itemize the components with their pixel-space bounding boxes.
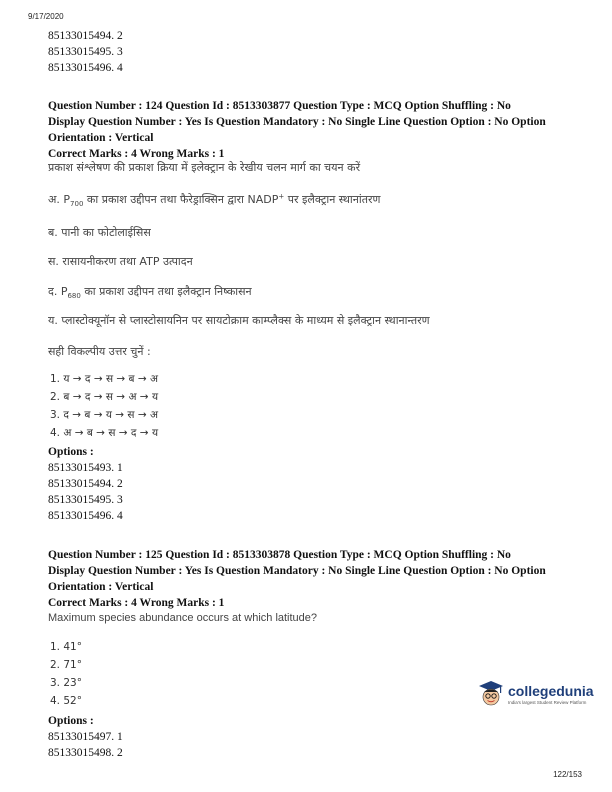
option-item: 85133015496. 4 bbox=[48, 62, 123, 74]
q125-choices bbox=[50, 638, 82, 710]
choice-item: 2. 71° bbox=[50, 659, 82, 671]
q124-instruction: सही विकल्पीय उत्तर चुनें : bbox=[48, 345, 151, 358]
page-number: 122/153 bbox=[553, 770, 582, 779]
option-item: 85133015496. 4 bbox=[48, 510, 123, 522]
q125-head-line2: Display Question Number : Yes Is Question Mandatory : No Single Line Question Option : No Option bbox=[48, 565, 546, 577]
q124-question-text: प्रकाश संश्लेषण की प्रकाश क्रिया में इलेक्ट्रान के रेखीय चलन मार्ग का चयन करें bbox=[48, 161, 361, 174]
q125-head-line1: Question Number : 125 Question Id : 8513303878 Question Type : MCQ Option Shuffling : No bbox=[48, 549, 511, 561]
graduate-mascot-icon bbox=[478, 680, 504, 708]
option-item: 85133015495. 3 bbox=[48, 46, 123, 58]
question-125-header bbox=[48, 547, 578, 611]
q124-statement-a: अ. $P_{700}$ का प्रकाश उद्दीपन तथा फैरेड्राक्सिन द्वारा NADP+ पर इलैक्ट्रान स्थानांतरण bbox=[48, 192, 381, 209]
option-item: 85133015494. 2 bbox=[48, 30, 123, 42]
choice-item: 4. 52° bbox=[50, 695, 82, 707]
q124-statement-s: स. रासायनीकरण तथा ATP उत्पादन bbox=[48, 255, 193, 268]
q124-statement-d: द. $P_{680}$ का प्रकाश उद्दीपन तथा इलैक्ट्रान निष्कासन bbox=[48, 285, 252, 301]
question-124-header bbox=[48, 98, 578, 162]
choice-item: 3. 23° bbox=[50, 677, 82, 689]
choice-item: 1. य → द → स → ब → अ bbox=[50, 373, 159, 385]
options-label: Options : bbox=[48, 715, 94, 727]
prev-options-list bbox=[48, 28, 123, 76]
option-item: 85133015497. 1 bbox=[48, 731, 123, 743]
q125-question-text: Maximum species abundance occurs at which latitude? bbox=[48, 612, 318, 624]
option-item: 85133015493. 1 bbox=[48, 462, 123, 474]
option-item: 85133015495. 3 bbox=[48, 494, 123, 506]
choice-item: 2. ब → द → स → अ → य bbox=[50, 391, 159, 403]
q125-marks: Correct Marks : 4 Wrong Marks : 1 bbox=[48, 597, 225, 609]
q124-statement-b: ब. पानी का फोटोलाईसिस bbox=[48, 226, 151, 239]
q125-options-list bbox=[48, 713, 123, 761]
collegedunia-logo bbox=[478, 680, 594, 708]
q124-head-line1: Question Number : 124 Question Id : 8513303877 Question Type : MCQ Option Shuffling : No bbox=[48, 100, 511, 112]
q124-options-list bbox=[48, 444, 123, 524]
q124-choices bbox=[50, 370, 158, 442]
logo-name: collegedunia bbox=[508, 683, 594, 699]
q124-statement-y: य. प्लास्टोक्यूनॉन से प्लास्टोसायनिन पर सायटोक्राम काम्प्लैक्स के माध्यम से इलैक्ट्रान स्थानान्तरण bbox=[48, 314, 430, 327]
print-date: 9/17/2020 bbox=[28, 12, 64, 21]
options-label: Options : bbox=[48, 446, 94, 458]
q125-head-line3: Orientation : Vertical bbox=[48, 581, 154, 593]
choice-item: 4. अ → ब → स → द → य bbox=[50, 427, 159, 439]
option-item: 85133015494. 2 bbox=[48, 478, 123, 490]
logo-tagline: India's largest Student Review Platform bbox=[508, 700, 587, 705]
q124-head-line2: Display Question Number : Yes Is Question Mandatory : No Single Line Question Option : No Option bbox=[48, 116, 546, 128]
choice-item: 3. द → ब → य → स → अ bbox=[50, 409, 159, 421]
option-item: 85133015498. 2 bbox=[48, 747, 123, 759]
choice-item: 1. 41° bbox=[50, 641, 82, 653]
q124-head-line3: Orientation : Vertical bbox=[48, 132, 154, 144]
q124-marks: Correct Marks : 4 Wrong Marks : 1 bbox=[48, 148, 225, 160]
